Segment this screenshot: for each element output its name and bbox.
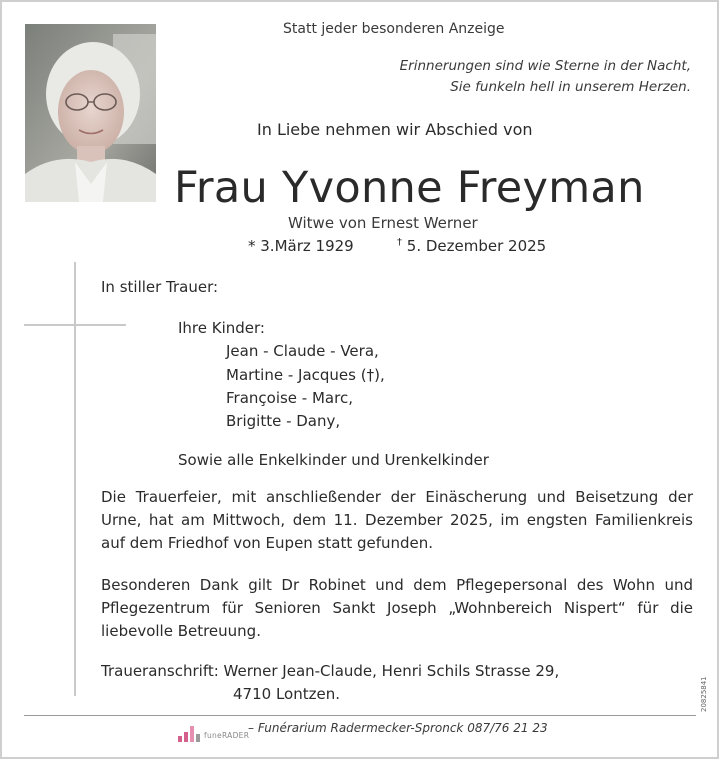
funeral-paragraph: Die Trauerfeier, mit anschließender der Einäscherung und Beisetzung der Urne, hat am Mittwoch, dem 11. Dezember 2025, im engsten Familienkreis auf dem Friedhof von Eupen statt gefunden.: [101, 488, 693, 552]
mourning-intro: In stiller Trauer:: [101, 278, 219, 296]
footer-divider: [24, 715, 696, 716]
logo-text: funeRADER: [204, 731, 250, 740]
mourning-address-line-1: Traueranschrift: Werner Jean-Claude, Henri Schils Strasse 29,: [101, 662, 560, 680]
mourning-address-line-2: 4710 Lontzen.: [233, 685, 340, 703]
portrait-photo: [25, 24, 156, 202]
cross-icon-bar: [24, 324, 126, 326]
death-date: 5. Dezember 2025: [406, 237, 547, 255]
child-entry: Jean - Claude - Vera,: [226, 342, 379, 360]
death-date-block: [397, 237, 546, 255]
death-symbol: †: [397, 237, 402, 248]
grandchildren-line: Sowie alle Enkelkinder und Urenkelkinder: [178, 451, 489, 469]
quote-line-2: Sie funkeln hell in unserem Herzen.: [450, 79, 691, 95]
quote-line-1: Erinnerungen sind wie Sterne in der Nacht,: [399, 58, 691, 74]
children-title: Ihre Kinder:: [178, 319, 265, 337]
child-entry: Françoise - Marc,: [226, 389, 353, 407]
child-entry: Martine - Jacques (†),: [226, 366, 385, 384]
notice-line: Statt jeder besonderen Anzeige: [283, 21, 505, 37]
thanks-paragraph: Besonderen Dank gilt Dr Robinet und dem Pflegepersonal des Wohn und Pflegezentrum für Senioren Sankt Joseph „Wohnbereich Nispert“ für die liebevolle Betreuung.: [101, 576, 693, 640]
child-entry: Brigitte - Dany,: [226, 412, 341, 430]
widow-of: Witwe von Ernest Werner: [288, 214, 478, 232]
farewell-intro: In Liebe nehmen wir Abschied von: [257, 120, 533, 139]
deceased-name: Frau Yvonne Freyman: [174, 163, 645, 213]
birth-date: * 3.März 1929: [248, 237, 354, 255]
ad-code: 20825841: [700, 676, 708, 712]
funeral-home-line: – Funérarium Radermecker-Spronck 087/76 21 23: [248, 721, 548, 735]
cross-icon: [74, 262, 76, 696]
